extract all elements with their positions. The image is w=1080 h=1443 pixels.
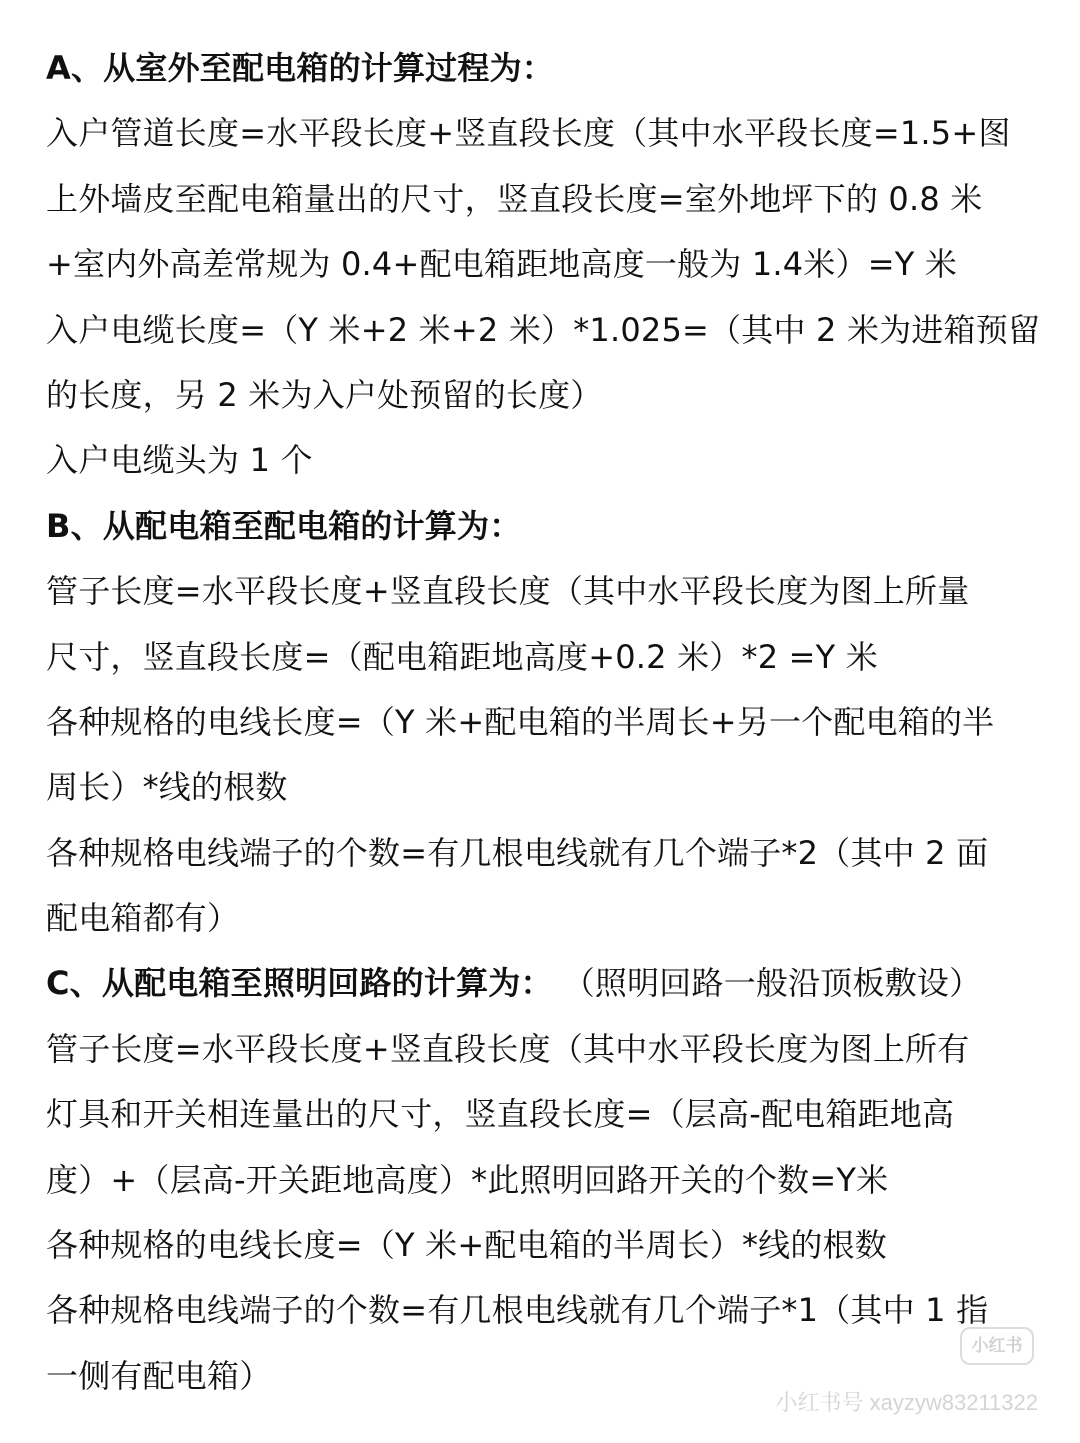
section-heading-text: A、从室外至配电箱的计算过程为：: [46, 49, 554, 87]
text-line: [46, 298, 1046, 363]
text-line: [46, 625, 1046, 690]
text-line: [46, 1213, 1046, 1278]
section-heading-text: C、从配电箱至照明回路的计算为：: [46, 964, 553, 1003]
text-line: [46, 886, 1046, 951]
section-heading: [46, 36, 1046, 101]
section-heading: [46, 494, 1046, 559]
watermark: [738, 1327, 1038, 1417]
text-line-content: 各种规格的电线长度=（Y 米+配电箱的半周长+另一个配电箱的半: [46, 702, 995, 741]
watermark-text: 小红书号 xayzyw83211322: [775, 1390, 1038, 1415]
text-line: [46, 167, 1046, 232]
text-line-content: 上外墙皮至配电箱量出的尺寸，竖直段长度=室外地坪下的 0.8 米: [46, 179, 983, 218]
document-body: [46, 36, 1046, 1409]
text-line: [46, 101, 1046, 166]
text-line: [46, 1148, 1046, 1213]
text-line-content: 入户电缆头为 1 个: [46, 441, 313, 480]
text-line-content: 的长度，另 2 米为入户处预留的长度）: [46, 375, 603, 414]
text-line-content: 周长）*线的根数: [46, 768, 288, 807]
text-line: [46, 1082, 1046, 1147]
text-line-content: +室内外高差常规为 0.4+配电箱距地高度一般为 1.4米）=Y 米: [46, 245, 958, 284]
text-line-content: 入户管道长度=水平段长度+竖直段长度（其中水平段长度=1.5+图: [46, 114, 1011, 153]
text-line-content: 尺寸，竖直段长度=（配电箱距地高度+0.2 米）*2 =Y 米: [46, 637, 878, 676]
text-line: [46, 1017, 1046, 1082]
section-heading-text: B、从配电箱至配电箱的计算为：: [46, 506, 522, 545]
text-line: [46, 428, 1046, 493]
text-line-content: 入户电缆长度=（Y 米+2 米+2 米）*1.025=（其中 2 米为进箱预留: [46, 310, 1041, 349]
text-line-content: 一侧有配电箱）: [46, 1356, 272, 1395]
text-line: [46, 232, 1046, 297]
text-line: [46, 559, 1046, 624]
text-line-content: 灯具和开关相连量出的尺寸，竖直段长度=（层高-配电箱距地高: [46, 1095, 955, 1134]
text-line-content: 各种规格电线端子的个数=有几根电线就有几个端子*2（其中 2 面: [46, 833, 989, 872]
text-line-content: 度）+（层高-开关距地高度）*此照明回路开关的个数=Y米: [46, 1160, 889, 1199]
text-line-content: 管子长度=水平段长度+竖直段长度（其中水平段长度为图上所有: [46, 1029, 970, 1068]
text-line-content: 各种规格电线端子的个数=有几根电线就有几个端子*1（其中 1 指: [46, 1291, 989, 1330]
text-line-content: 配电箱都有）: [46, 899, 240, 938]
text-line-content: 各种规格的电线长度=（Y 米+配电箱的半周长）*线的根数: [46, 1226, 887, 1265]
text-line: [46, 690, 1046, 755]
text-line: [46, 363, 1046, 428]
section-heading: [46, 951, 1046, 1016]
text-line: [46, 821, 1046, 886]
text-line-content: 管子长度=水平段长度+竖直段长度（其中水平段长度为图上所量: [46, 572, 970, 611]
watermark-logo: 小红书: [960, 1327, 1034, 1365]
text-line: [46, 755, 1046, 820]
section-heading-note: （照明回路一般沿顶板敷设）: [578, 964, 982, 1003]
